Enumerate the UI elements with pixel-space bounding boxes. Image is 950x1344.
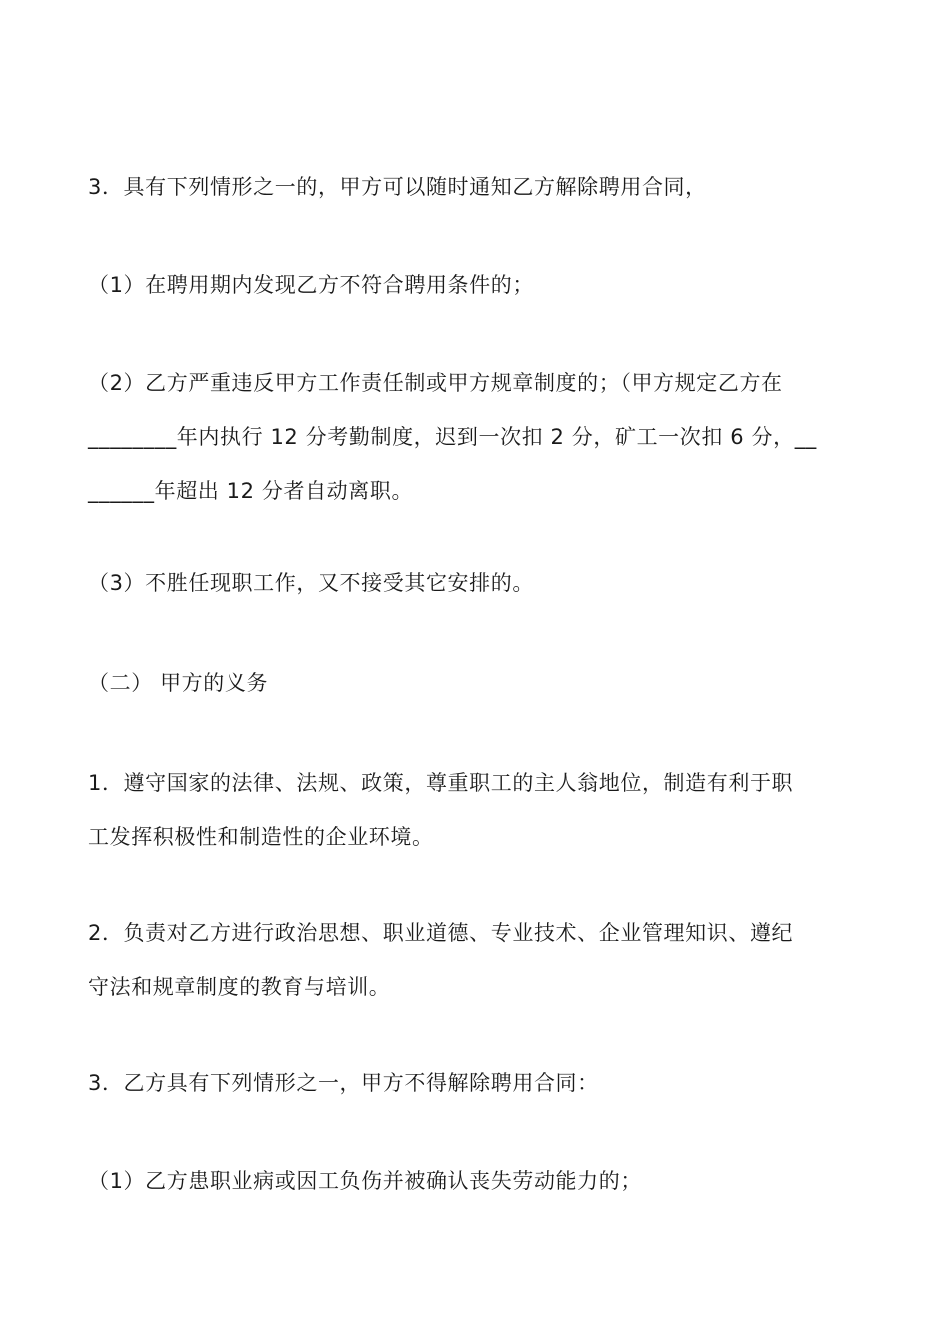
section-heading-party-a-obligations (88, 656, 866, 710)
paragraph-line: 2．负责对乙方进行政治思想、职业道德、专业技术、企业管理知识、遵纪 (88, 921, 794, 945)
paragraph-obligation-3-item-1 (88, 1154, 866, 1208)
paragraph-line: 3．具有下列情形之一的，甲方可以随时通知乙方解除聘用合同， (88, 175, 707, 199)
paragraph-line: 3．乙方具有下列情形之一，甲方不得解除聘用合同： (88, 1071, 599, 1095)
paragraph-line: 1．遵守国家的法律、法规、政策，尊重职工的主人翁地位，制造有利于职 (88, 771, 794, 795)
paragraph-line: （1）乙方患职业病或因工负伤并被确认丧失劳动能力的； (88, 1169, 642, 1193)
paragraph-line: （3）不胜任现职工作，又不接受其它安排的。 (88, 571, 534, 595)
paragraph-line: （2）乙方严重违反甲方工作责任制或甲方规章制度的；（甲方规定乙方在 (88, 371, 783, 395)
paragraph-item-1 (88, 258, 866, 312)
section-heading: （二） 甲方的义务 (88, 671, 269, 695)
paragraph-line: ______年超出 12 分者自动离职。 (88, 479, 414, 503)
paragraph-line: ________年内执行 12 分考勤制度，迟到一次扣 2 分，矿工一次扣 6 分，__ (88, 425, 817, 449)
paragraph-obligation-3 (88, 1056, 866, 1110)
paragraph-item-2 (88, 356, 866, 518)
paragraph-dismissal-conditions (88, 160, 866, 214)
paragraph-item-3 (88, 556, 866, 610)
paragraph-line: 守法和规章制度的教育与培训。 (88, 975, 391, 999)
paragraph-line: 工发挥积极性和制造性的企业环境。 (88, 825, 434, 849)
paragraph-obligation-1 (88, 756, 866, 864)
paragraph-obligation-2 (88, 906, 866, 1014)
paragraph-line: （1）在聘用期内发现乙方不符合聘用条件的； (88, 273, 534, 297)
